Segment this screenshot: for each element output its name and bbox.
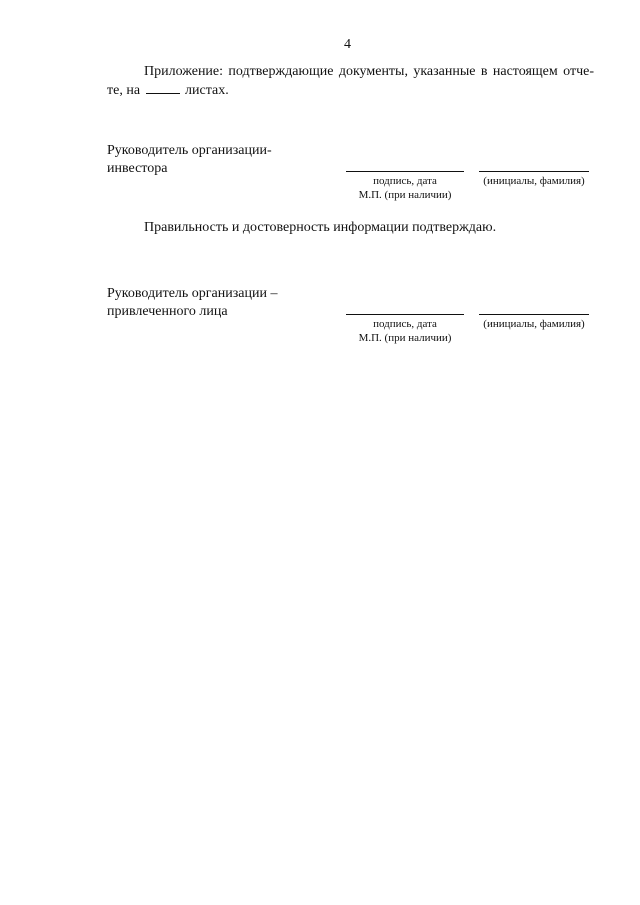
attracted-head-label xyxy=(107,285,277,321)
attracted-stamp-caption: М.П. (при наличии) xyxy=(358,332,452,344)
investor-signature-line xyxy=(346,171,464,172)
attracted-signature-line xyxy=(346,314,464,315)
investor-stamp-caption: М.П. (при наличии) xyxy=(358,189,452,201)
investor-head-label-line1: Руководитель организации- xyxy=(107,143,272,158)
sheet-count-blank xyxy=(146,81,180,94)
attachment-paragraph xyxy=(107,63,594,100)
attracted-signature-caption: подпись, дата xyxy=(373,318,437,330)
attracted-name-caption: (инициалы, фамилия) xyxy=(483,318,585,330)
page-number: 4 xyxy=(344,37,351,52)
attachment-text-after: листах. xyxy=(185,83,229,98)
investor-head-label-line2: инвестора xyxy=(107,161,168,176)
investor-name-line xyxy=(479,171,589,172)
attracted-head-label-line1: Руководитель организации – xyxy=(107,286,278,301)
investor-name-caption: (инициалы, фамилия) xyxy=(483,175,585,187)
investor-head-label xyxy=(107,142,272,178)
investor-signature-caption: подпись, дата xyxy=(373,175,437,187)
confirmation-paragraph: Правильность и достоверность информации подтверждаю. xyxy=(144,220,497,235)
attracted-head-label-line2: привлеченного лица xyxy=(107,304,228,319)
attracted-name-line xyxy=(479,314,589,315)
attachment-text-before: Приложение: подтверждающие документы, указанные в настоящем отче-те, на xyxy=(107,64,594,98)
